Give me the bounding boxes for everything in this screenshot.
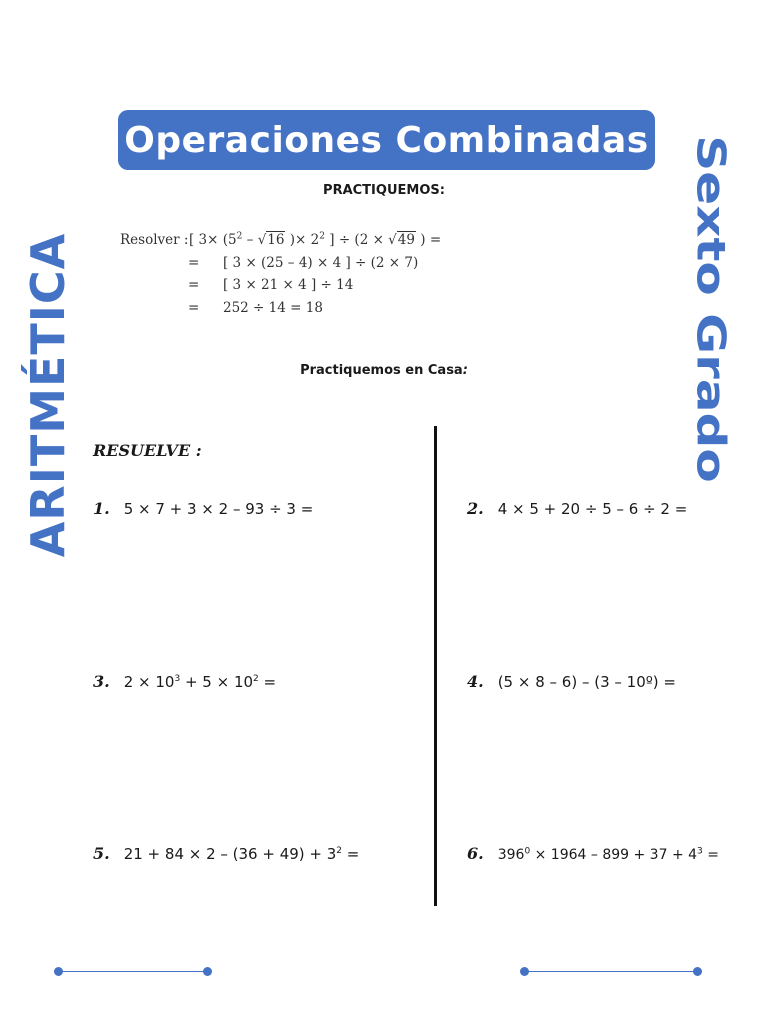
expr-part: + 5 × 10 [180,673,254,691]
exercise-expression: (5 × 8 – 6) – (3 – 10º) = [497,673,676,691]
grade-label: Sexto Grado [688,135,734,483]
expr-part: = [702,847,719,863]
exponent: 0 [524,846,531,857]
exercise-expression: 5 × 7 + 3 × 2 – 93 ÷ 3 = [123,500,314,518]
footer-dot [54,967,63,976]
sqrt-symbol: √49 [388,232,415,248]
exercise-number: 5. [93,844,110,863]
title-banner [118,110,655,170]
expr-part: 21 + 84 × 2 – (36 + 49) + 3 [123,845,337,863]
footer-dot [693,967,702,976]
page-title: Operaciones Combinadas [124,119,649,161]
expr-part: ] ÷ (2 × [324,232,389,248]
exercise-5 [93,844,359,863]
footer-dot [203,967,212,976]
exercise-number: 2. [467,499,484,518]
exercise-expression [124,673,276,691]
exercise-number: 1. [93,499,110,518]
exercise-expression: 4 × 5 + 20 ÷ 5 – 6 ÷ 2 = [497,500,688,518]
exponent: 3 [697,846,703,857]
expr-part: 2 × 10 [123,673,175,691]
expr-part: = [258,673,277,691]
equals-sign: = [188,277,200,293]
home-heading-text: Practiquemos en Casa [300,363,463,378]
exponent: 2 [336,846,343,856]
exercise-1 [93,499,313,518]
expr-part: 396 [497,847,525,863]
example-lead: Resolver : [120,232,189,248]
subject-label: ARITMÉTICA [21,232,75,558]
exercise-expression [124,845,360,863]
exercise-number: 4. [467,672,484,691]
equals-sign: = [188,299,200,316]
sqrt-symbol: √16 [257,232,285,248]
practice-heading: PRACTIQUEMOS: [323,183,445,198]
step-expression: 252 ÷ 14 = 18 [223,299,323,316]
expr-part: = [342,845,360,863]
exercise-2 [467,499,687,518]
exponent: 3 [174,674,181,684]
exponent: 2 [253,674,259,684]
equals-sign: = [188,254,200,271]
exercise-number: 6. [467,844,484,863]
footer-dot [520,967,529,976]
expr-part: ) = [415,232,442,248]
home-heading-colon: : [462,363,468,378]
expr-part: – [242,232,258,248]
exponent: 2 [236,231,243,242]
step-expression: [ 3 × 21 × 4 ] ÷ 14 [223,277,354,293]
exercise-3 [93,672,276,691]
expr-part: )× 2 [285,232,320,248]
radicand: 16 [267,232,285,248]
radicand: 49 [397,232,415,248]
resolve-label: RESUELVE : [93,441,202,460]
column-divider [434,426,437,906]
footer-line-right [525,971,698,972]
exercise-6 [467,844,719,863]
exercise-expression [498,847,719,863]
exercise-4 [467,672,676,691]
example-expression [189,229,441,252]
expr-part: × 1964 – 899 + 37 + 4 [530,847,698,863]
footer-line-left [59,971,208,972]
expr-part: [ 3× (5 [189,232,237,248]
home-heading [0,363,768,378]
exponent: 2 [319,231,325,242]
step-expression: [ 3 × (25 – 4) × 4 ] ÷ (2 × 7) [223,254,419,271]
exercise-number: 3. [93,672,110,691]
